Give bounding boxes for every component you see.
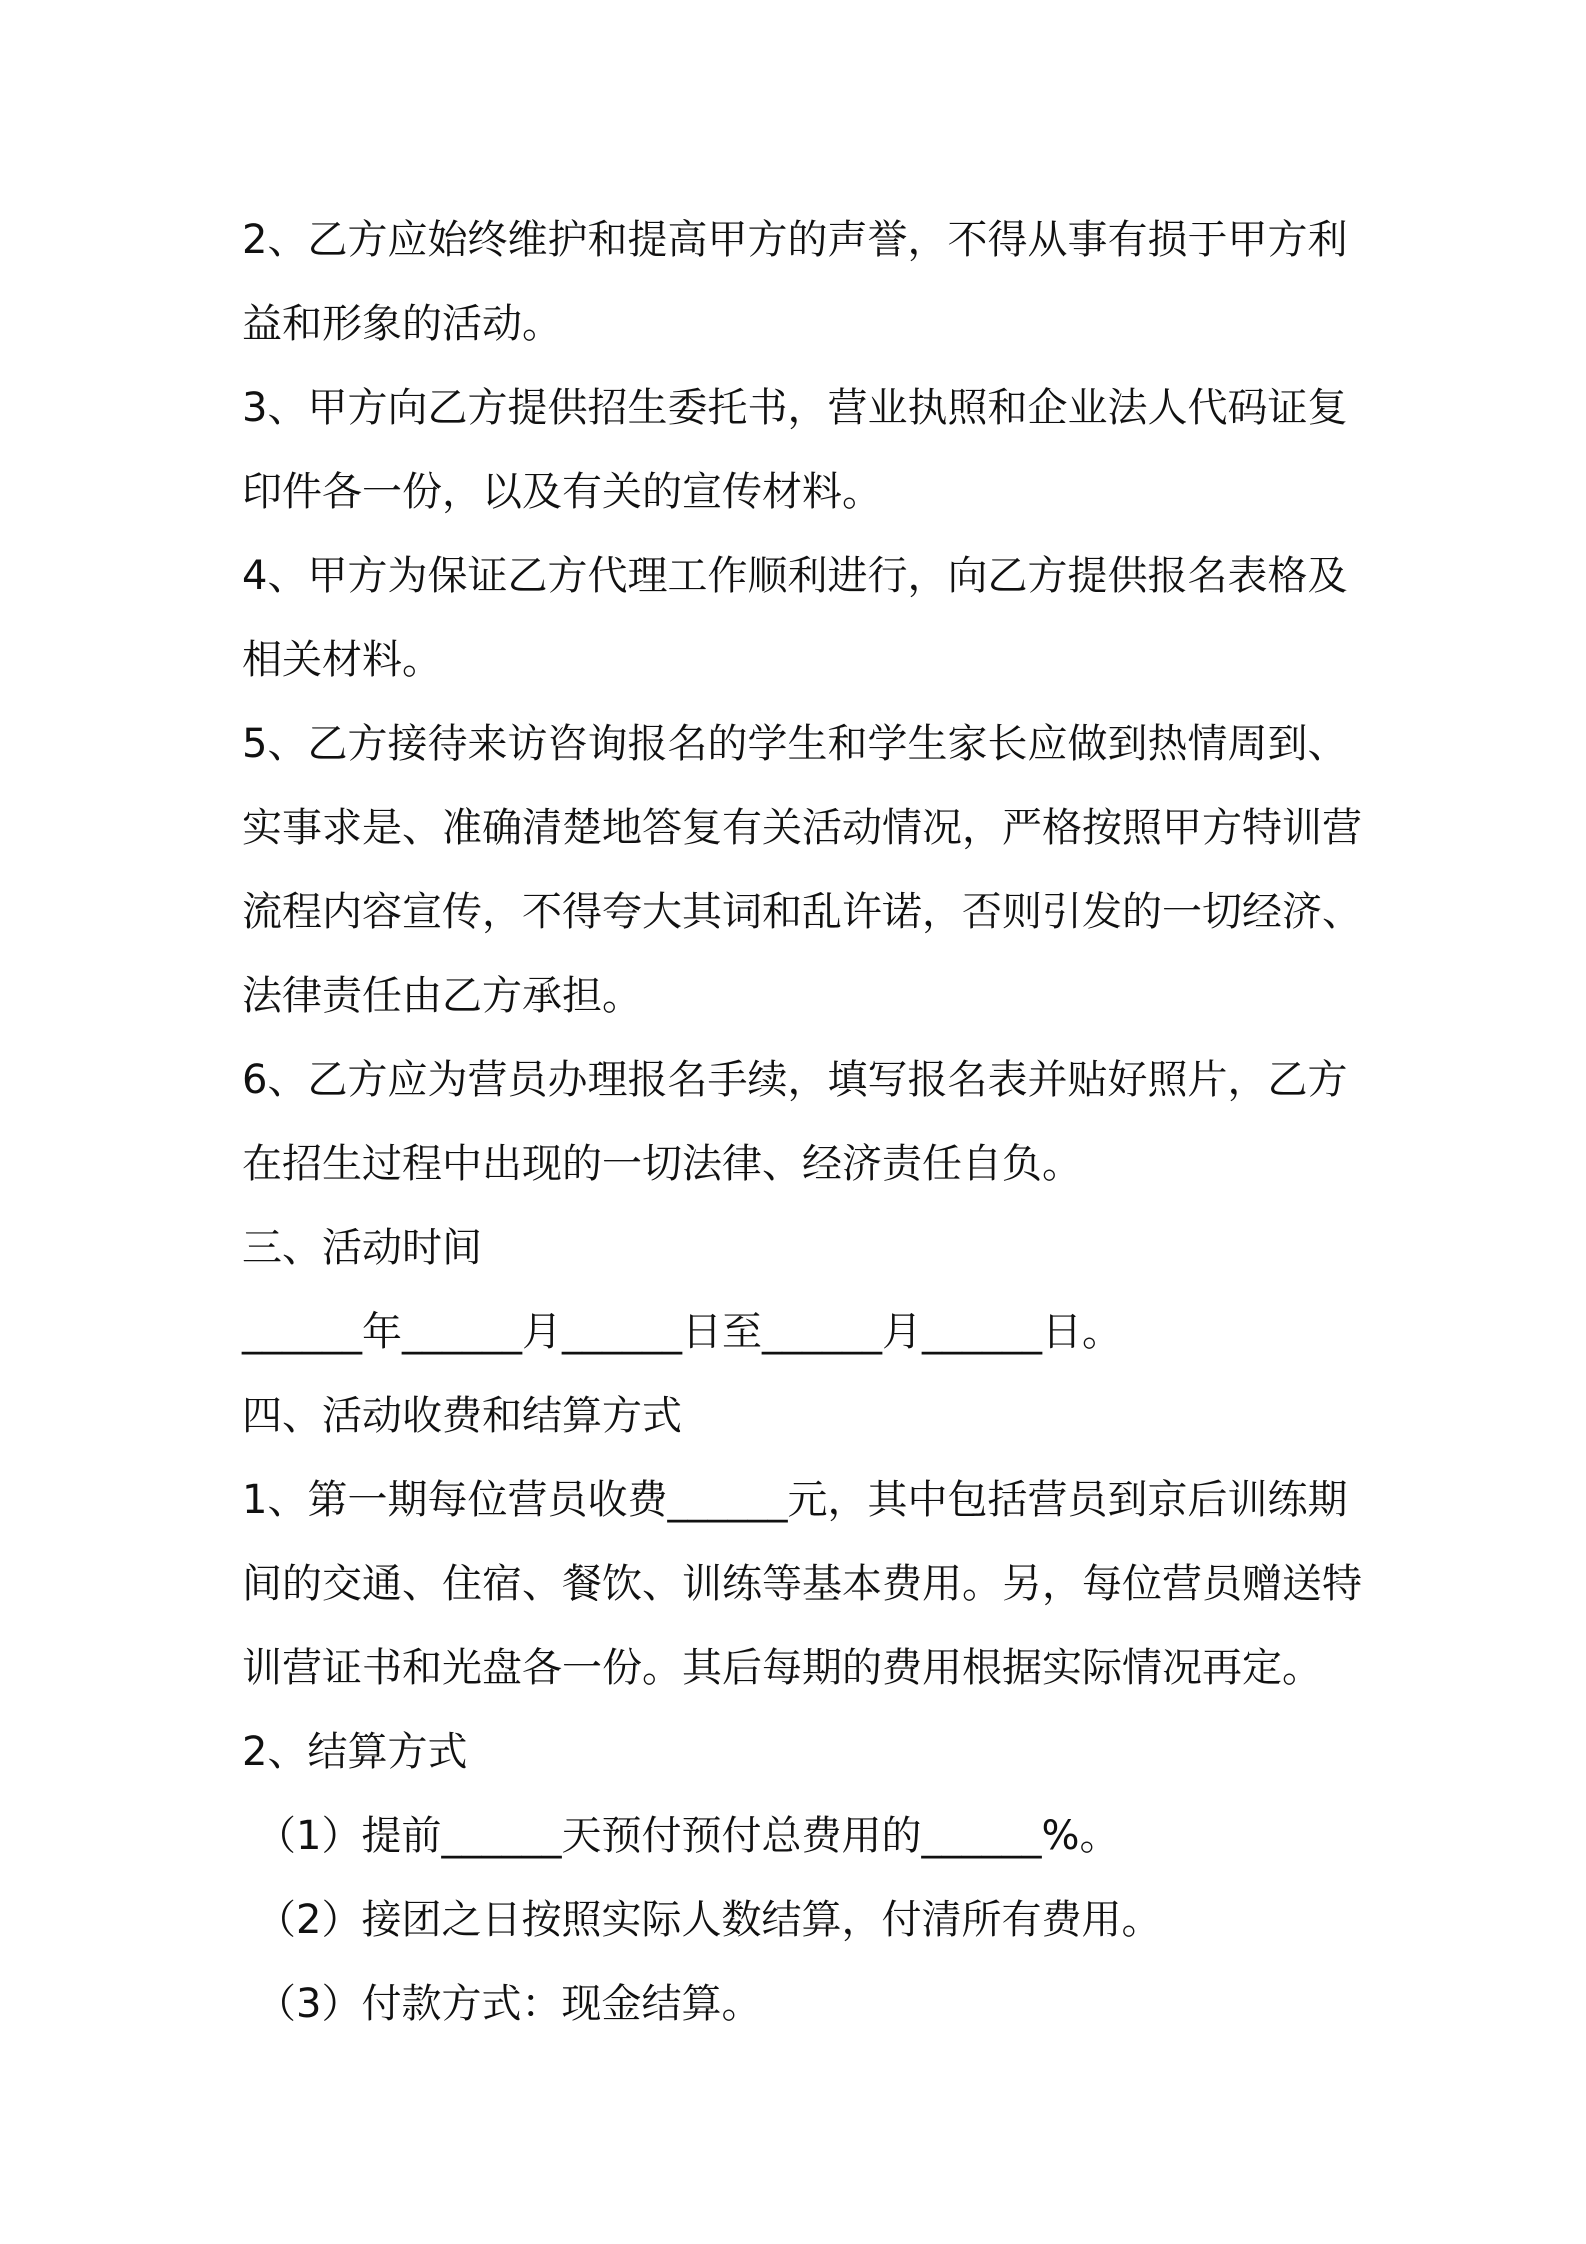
text-line: 实事求是、准确清楚地答复有关活动情况，严格按照甲方特训营 bbox=[242, 805, 1362, 851]
document-page bbox=[242, 198, 1362, 2046]
text-line: 5、乙方接待来访咨询报名的学生和学生家长应做到热情周到、 bbox=[242, 721, 1348, 767]
text-line: 间的交通、住宿、餐饮、训练等基本费用。另，每位营员赠送特 bbox=[242, 1561, 1362, 1607]
text-line: 印件各一份，以及有关的宣传材料。 bbox=[242, 469, 882, 515]
subsection-heading: 2、结算方式 bbox=[242, 1729, 468, 1775]
list-item: （2）接团之日按照实际人数结算，付清所有费用。 bbox=[256, 1897, 1162, 1943]
section-heading: 三、活动时间 bbox=[242, 1225, 482, 1271]
list-item: （1）提前______天预付预付总费用的______%。 bbox=[256, 1813, 1120, 1859]
text-line: 相关材料。 bbox=[242, 637, 442, 683]
text-line: 在招生过程中出现的一切法律、经济责任自负。 bbox=[242, 1141, 1082, 1187]
text-line: 6、乙方应为营员办理报名手续，填写报名表并贴好照片，乙方 bbox=[242, 1057, 1348, 1103]
text-line: 训营证书和光盘各一份。其后每期的费用根据实际情况再定。 bbox=[242, 1645, 1322, 1691]
date-line: ______年______月______日至______月______日。 bbox=[242, 1309, 1122, 1355]
section-heading: 四、活动收费和结算方式 bbox=[242, 1393, 682, 1439]
text-line: 益和形象的活动。 bbox=[242, 301, 562, 347]
text-line: 流程内容宣传，不得夸大其词和乱许诺，否则引发的一切经济、 bbox=[242, 889, 1362, 935]
text-line: 4、甲方为保证乙方代理工作顺利进行，向乙方提供报名表格及 bbox=[242, 553, 1348, 599]
list-item: （3）付款方式：现金结算。 bbox=[256, 1981, 762, 2027]
text-line: 1、第一期每位营员收费______元，其中包括营员到京后训练期 bbox=[242, 1477, 1348, 1523]
text-line: 法律责任由乙方承担。 bbox=[242, 973, 642, 1019]
text-line: 2、乙方应始终维护和提高甲方的声誉，不得从事有损于甲方利 bbox=[242, 217, 1348, 263]
text-line: 3、甲方向乙方提供招生委托书，营业执照和企业法人代码证复 bbox=[242, 385, 1348, 431]
